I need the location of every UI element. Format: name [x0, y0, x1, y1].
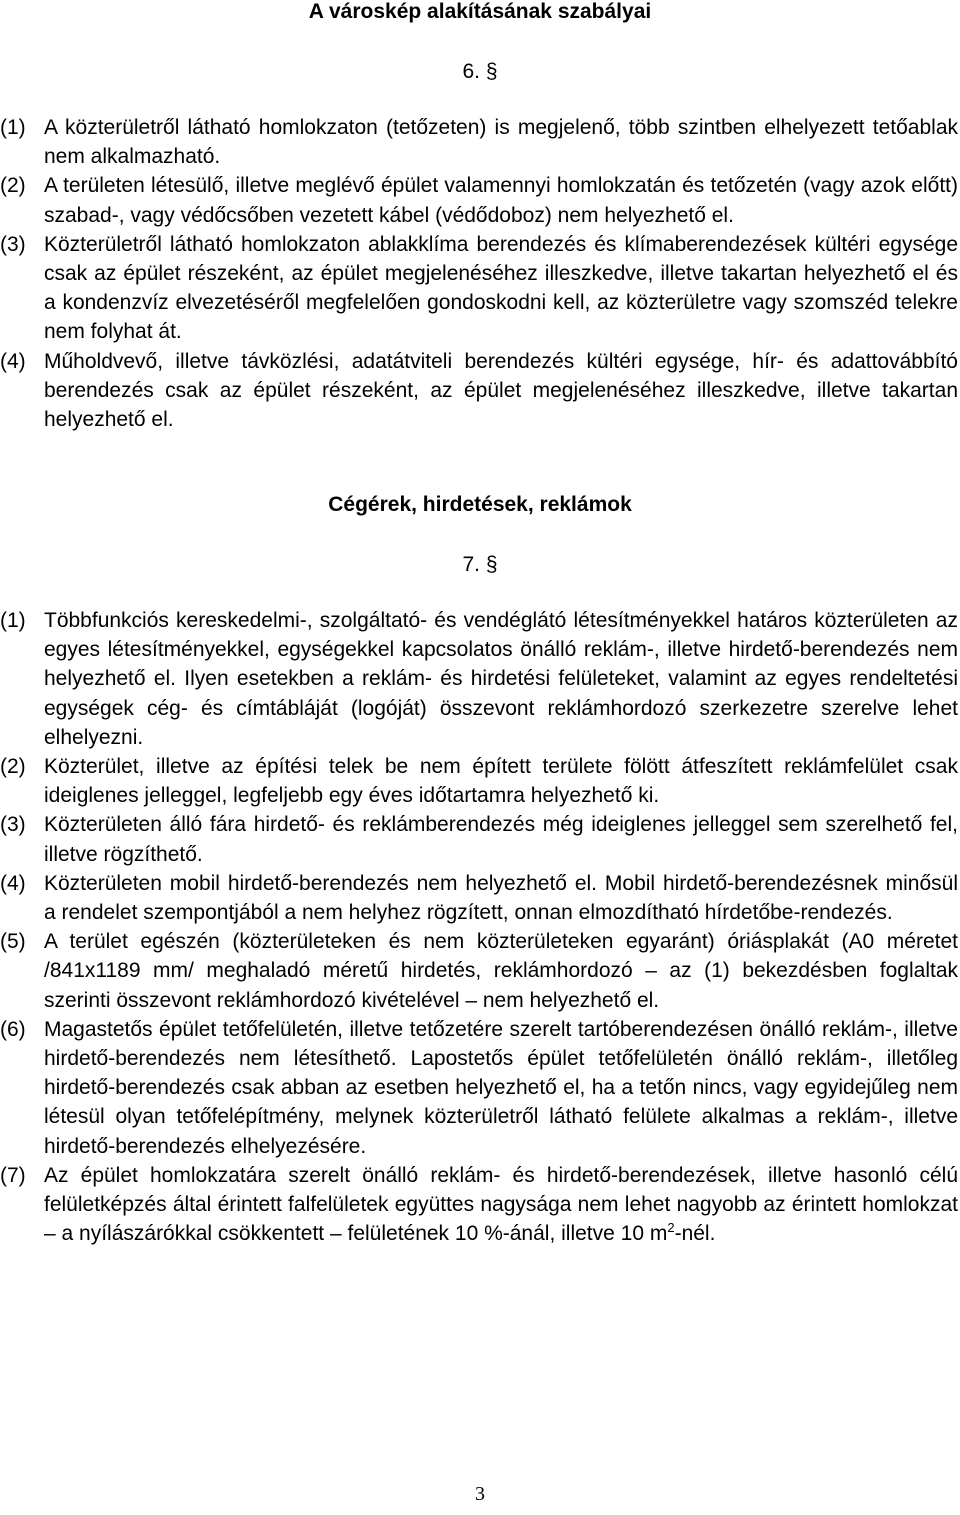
clause-7-6	[0, 1015, 958, 1161]
clause-number: (6)	[0, 1017, 26, 1041]
clause-number: (4)	[0, 871, 26, 895]
page-number: 3	[475, 1483, 485, 1505]
superscript: 2	[667, 1220, 675, 1236]
clause-7-3	[0, 810, 958, 868]
clause-7-5	[0, 927, 958, 1015]
clause-number: (2)	[0, 174, 26, 198]
clause-text-main: Az épület homlokzatára szerelt önálló reklám- és hirdető-berendezések, illetve hasonló célú felületképzés által érintett falfelületek együttes nagysága nem lehet nagyobb az érintett homlokzat – a nyílászárókkal csökkentett – felületének 10 %-ánál, illetve 10 m	[44, 1163, 958, 1246]
clause-number: (5)	[0, 930, 26, 954]
clause-number: (1)	[0, 609, 26, 632]
paragraph-number-6: 6. §	[462, 60, 498, 83]
clause-text: Közterületről látható homlokzaton ablakklíma berendezés és klímaberendezések kültéri egysége csak az épület részeként, az épület megjelenéséhez illeszkedve, illetve takartan helyezhető el és a kondenzvíz elvezetéséről megfelelően gondoskodni kell, az közterületre vagy szomszéd telekre nem folyhat át.	[44, 232, 958, 344]
section-6-paragraphs	[0, 113, 958, 434]
section-7-paragraphs	[0, 606, 958, 1248]
clause-6-4	[0, 347, 958, 435]
clause-6-1	[0, 113, 958, 171]
clause-text: Közterületen álló fára hirdető- és reklámberendezés még ideiglenes jelleggel sem szerelhető fel, illetve rögzíthető.	[44, 813, 958, 866]
clause-text: Közterületen mobil hirdető-berendezés nem helyezhető el. Mobil hirdető-berendezésnek minősül a rendelet szempontjából a nem helyhez rögzített, onnan elmozdítható hírdetőbe-rendezés.	[44, 871, 958, 925]
clause-7-4	[0, 869, 958, 927]
clause-6-2	[0, 171, 958, 229]
section-heading-townscape: A városkép alakításának szabályai	[308, 0, 652, 23]
clause-number: (2)	[0, 755, 26, 779]
clause-6-3	[0, 230, 958, 347]
paragraph-number-7: 7. §	[462, 553, 498, 576]
clause-number: (1)	[0, 116, 26, 139]
clause-7-2	[0, 752, 958, 810]
clause-7-7	[0, 1161, 958, 1249]
clause-7-1	[0, 606, 958, 752]
clause-text: Többfunkciós kereskedelmi-, szolgáltató- és vendéglátó létesítményekkel határos közterületen az egyes létesítményekkel, egységekkel kapcsolatos önálló reklám-, illetve hirdető-berendezés nem helyezhető el. Ilyen esetekben a reklám- és hirdetési felületeket, valamint az egyes rendeltetési egységek cég- és címtábláját (logóját) összevont reklámhordozó szerkezetre szerelve lehet elhelyezni.	[44, 609, 958, 749]
clause-text: A közterületről látható homlokzaton (tetőzeten) is megjelenő, több szintben elhelyezett tetőablak nem alkalmazható.	[44, 116, 958, 169]
clause-text: Közterület, illetve az építési telek be nem épített területe fölött átfeszített reklámfelület csak ideiglenes jelleggel, legfeljebb egy éves időtartamra helyezhető ki.	[44, 755, 958, 808]
clause-text: A terület egészén (közterületeken és nem közterületeken egyaránt) óriásplakát (A0 méretet /841x1189 mm/ meghaladó méretű hirdetés, reklámhordozó – az (1) bekezdésben foglaltak szerinti összevont reklámhordozó kivételével – nem helyezhető el.	[44, 930, 958, 1012]
clause-number: (3)	[0, 232, 26, 256]
clause-number: (3)	[0, 813, 26, 837]
clause-text: Műholdvevő, illetve távközlési, adatátviteli berendezés kültéri egysége, hír- és adattovábbító berendezés csak az épület részeként, az épület megjelenéséhez illeszkedve, illetve takartan helyezhető el.	[44, 349, 958, 432]
clause-text	[44, 1161, 958, 1249]
clause-text-end: -nél.	[674, 1222, 716, 1246]
clause-number: (4)	[0, 349, 26, 373]
clause-number: (7)	[0, 1163, 26, 1187]
section-heading-signs: Cégérek, hirdetések, reklámok	[328, 493, 632, 516]
clause-text: A területen létesülő, illetve meglévő épület valamennyi homlokzatán és tetőzetén (vagy azok előtt) szabad-, vagy védőcsőben vezetett kábel (védődoboz) nem helyezhető el.	[44, 174, 958, 227]
clause-text: Magastetős épület tetőfelületén, illetve tetőzetére szerelt tartóberendezésen önálló reklám-, illetve hirdető-berendezés nem létesíthető. Lapostetős épület tetőfelületén önálló reklám-, illetőleg hirdető-berendezés csak abban az esetben helyezhető el, ha a tetőn nincs, vagy egyidejűleg nem létesül olyan tetőfelépítmény, melynek közterületről látható felülete alkalmas a reklám-, illetve hirdető-berendezés elhelyezésére.	[44, 1017, 958, 1158]
